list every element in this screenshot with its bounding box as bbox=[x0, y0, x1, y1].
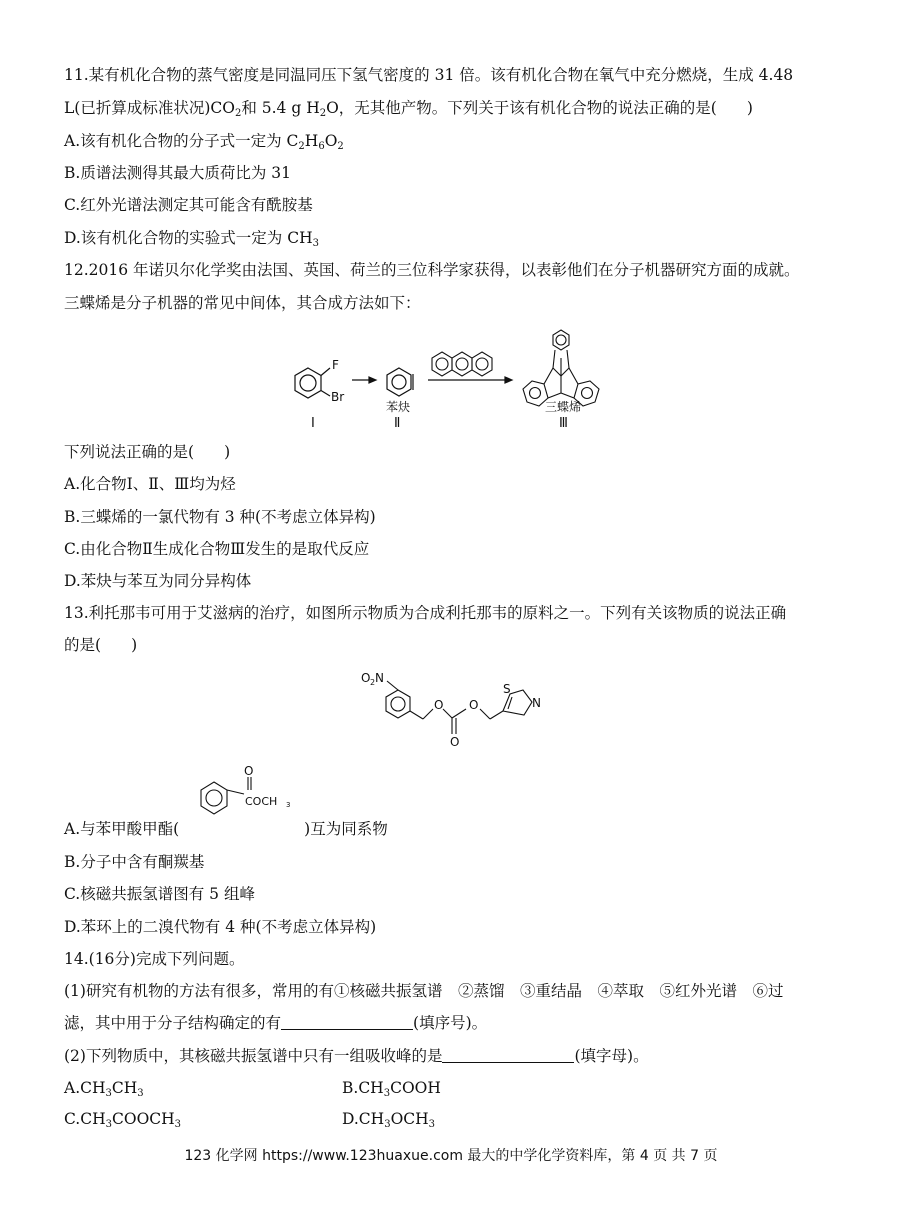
option-text: A.CH bbox=[64, 1079, 106, 1097]
subscript: 2 bbox=[234, 108, 242, 119]
option-text: CH bbox=[111, 1079, 138, 1097]
option-text: )互为同系物 bbox=[304, 820, 388, 838]
subscript: 2 bbox=[298, 141, 305, 152]
subscript: 6 bbox=[318, 141, 325, 152]
q12-option-a: A.化合物Ⅰ、Ⅱ、Ⅲ均为烃 bbox=[64, 475, 236, 493]
benzyne-label: 苯炔 bbox=[386, 400, 411, 414]
thiazole-n-atom: N bbox=[532, 696, 541, 710]
q14-text: 滤，其中用于分子结构确定的有 bbox=[64, 1014, 282, 1032]
option-text: OCH bbox=[390, 1110, 429, 1128]
q14-option-c bbox=[64, 1108, 181, 1136]
q12-stem-line2: 三蝶烯是分子机器的常见中间体，其合成方法如下： bbox=[64, 294, 421, 312]
no2-n-atom: N bbox=[375, 671, 384, 685]
q14-option-a bbox=[64, 1077, 144, 1105]
subscript: 3 bbox=[312, 238, 319, 249]
option-text: A.该有机化合物的分子式一定为 C bbox=[64, 132, 299, 150]
q11-text: O，无其他产物。下列关于该有机化合物的说法正确的是( bbox=[326, 99, 717, 117]
atom-br-label: Br bbox=[331, 390, 345, 404]
q12-option-b: B.三蝶烯的一氯代物有 3 种(不考虑立体异构) bbox=[64, 508, 376, 526]
option-text: D.该有机化合物的实验式一定为 CH bbox=[64, 229, 313, 247]
triptycene-label: 三蝶烯 bbox=[545, 400, 582, 414]
q14-option-d bbox=[342, 1108, 435, 1136]
compound-2-number: Ⅱ bbox=[394, 416, 401, 431]
atom-f-label: F bbox=[332, 358, 339, 372]
q13-text: 的是( bbox=[64, 636, 102, 654]
no2-subscript: 2 bbox=[370, 678, 376, 687]
q14-part1-line2 bbox=[64, 1012, 487, 1034]
ester-subscript: 3 bbox=[286, 801, 291, 809]
subscript: 3 bbox=[105, 1088, 112, 1099]
option-text: B.CH bbox=[342, 1079, 384, 1097]
q12-option-d: D.苯炔与苯互为同分异构体 bbox=[64, 572, 252, 590]
q14-option-b bbox=[342, 1077, 441, 1105]
ester-oxygen-2: O bbox=[469, 698, 479, 712]
subscript: 2 bbox=[319, 108, 327, 119]
compound-1-number: Ⅰ bbox=[311, 416, 315, 431]
q11-text: L(已折算成标准状况)CO bbox=[64, 99, 235, 117]
option-text: C.CH bbox=[64, 1110, 106, 1128]
subscript: 3 bbox=[105, 1119, 112, 1130]
q11-option-b: B.质谱法测得其最大质荷比为 31 bbox=[64, 164, 291, 182]
q13-option-d: D.苯环上的二溴代物有 4 种(不考虑立体异构) bbox=[64, 918, 377, 936]
q13-option-b: B.分子中含有酮羰基 bbox=[64, 853, 205, 871]
option-text: A.与苯甲酸甲酯( bbox=[64, 820, 180, 838]
q14-text: (填序号)。 bbox=[413, 1014, 488, 1032]
q13-text: ) bbox=[131, 636, 138, 654]
q14-part1-line1: (1)研究有机物的方法有很多，常用的有①核磁共振氢谱 ②蒸馏 ③重结晶 ④萃取 ⑤红外光谱 ⑥过 bbox=[64, 982, 784, 1000]
ester-carbonyl-o: O bbox=[244, 764, 254, 778]
option-text: COOCH bbox=[112, 1110, 175, 1128]
option-text: H bbox=[304, 132, 319, 150]
q12-stem-line1: 12.2016 年诺贝尔化学奖由法国、英国、荷兰的三位科学家获得，以表彰他们在分子机器研究方面的成就。 bbox=[64, 261, 800, 279]
subscript: 3 bbox=[384, 1119, 391, 1130]
q13-option-c: C.核磁共振氢谱图有 5 组峰 bbox=[64, 885, 255, 903]
q14-text: (填字母)。 bbox=[574, 1047, 649, 1065]
q12-text: ) bbox=[224, 443, 231, 461]
subscript: 2 bbox=[337, 141, 344, 152]
q11-stem-line1: 11.某有机化合物的蒸气密度是同温同压下氢气密度的 31 倍。该有机化合物在氧气中充分燃烧，生成 4.48 bbox=[64, 66, 794, 84]
answer-blank-2[interactable] bbox=[442, 1048, 574, 1063]
subscript: 3 bbox=[428, 1119, 436, 1130]
subscript: 3 bbox=[137, 1088, 144, 1099]
answer-blank-1[interactable] bbox=[281, 1015, 413, 1030]
option-text: O bbox=[324, 132, 338, 150]
ester-group-label: COCH bbox=[245, 795, 278, 808]
q11-text: ) bbox=[746, 99, 753, 117]
q14-part2 bbox=[64, 1045, 649, 1067]
ester-oxygen-1: O bbox=[434, 698, 444, 712]
q14-text: (2)下列物质中，其核磁共振氢谱中只有一组吸收峰的是 bbox=[64, 1047, 443, 1065]
option-text: D.CH bbox=[342, 1110, 385, 1128]
page-footer: 123 化学网 https://www.123huaxue.com 最大的中学化学资料库，第 4 页 共 7 页 bbox=[184, 1148, 718, 1164]
q12-option-c: C.由化合物Ⅱ生成化合物Ⅲ发生的是取代反应 bbox=[64, 540, 370, 558]
thiazole-s-atom: S bbox=[503, 682, 511, 696]
q11-text: 和 5.4 g H bbox=[241, 99, 320, 117]
compound-3-number: Ⅲ bbox=[559, 416, 568, 431]
no2-o-atom: O bbox=[361, 671, 371, 685]
q12-text: 下列说法正确的是( bbox=[64, 443, 195, 461]
subscript: 3 bbox=[174, 1119, 182, 1130]
subscript: 3 bbox=[383, 1088, 391, 1099]
q14-title: 14.(16分)完成下列问题。 bbox=[64, 950, 245, 968]
carbonyl-oxygen: O bbox=[450, 735, 460, 749]
q13-stem-line1: 13.利托那韦可用于艾滋病的治疗，如图所示物质为合成利托那韦的原料之一。下列有关该物质的说法正确 bbox=[64, 604, 787, 622]
option-text: COOH bbox=[390, 1079, 441, 1097]
q11-option-c: C.红外光谱法测定其可能含有酰胺基 bbox=[64, 196, 313, 214]
